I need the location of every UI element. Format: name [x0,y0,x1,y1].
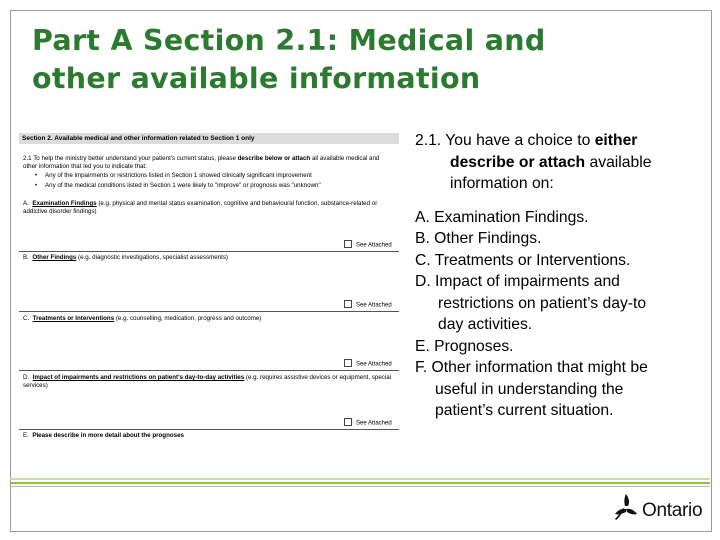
form-item-desc: (e.g. physical and mental status examination, cognitive and behavioural function, substance-related or addictive disorder findings) [23,200,378,215]
form-item-title: Other Findings [32,254,77,261]
form-item-e [23,432,395,440]
footer-rule-gray [10,486,710,487]
option-d-line-1: D. Impact of impairments and [415,273,620,290]
form-item-desc: (e.g. counselling, medication, progress and outcome) [114,315,262,322]
form-item-title: Impact of impairments and restrictions on patient's day-to-day activities [32,374,245,381]
checkbox[interactable] [344,240,352,248]
form-item-desc: (e.g. requires assistive devices or equipment, special services) [23,374,392,389]
see-attached-label: See Attached [356,302,392,309]
slide-title [32,22,692,98]
explanation-intro [415,130,705,195]
footer-rule-light [10,478,710,480]
intro-line-2 [415,152,705,174]
form-item-title: Treatments or Interventions [32,315,115,322]
see-attached-label: See Attached [356,361,392,368]
form-item-c [23,315,395,323]
option-f-line-3: patient’s current situation. [435,402,614,419]
see-attached-label: See Attached [356,242,392,249]
form-bullet-2: • Any of the medical conditions listed in Section 1 were likely to "improve" or prognosis was "unknown" [23,182,395,190]
see-attached-b[interactable] [344,301,392,310]
title-line-1: Part A Section 2.1: Medical and [32,24,546,57]
form-item-b [23,254,395,262]
option-f-line-1: F. Other information that might be [415,359,648,376]
checkbox[interactable] [344,418,352,426]
intro-bold: describe or attach [450,153,586,171]
form-item-letter: D. [23,374,30,381]
divider [19,251,399,252]
divider [19,429,399,430]
see-attached-c[interactable] [344,360,392,369]
form-item-letter: C. [23,315,30,322]
form-item-letter: B. [23,254,29,261]
ontario-wordmark: Ontario [642,500,703,521]
intro-line-3: information on: [450,175,554,192]
divider [19,370,399,371]
form-intro [23,155,395,189]
form-item-a [23,200,395,215]
form-bullet-1: • Any of the impairments or restrictions listed in Section 1 showed clinically significant improvement [23,172,395,180]
form-intro-prefix: 2.1 To help the ministry better understand your patient's current status, please [23,155,238,162]
form-item-d [23,374,395,389]
form-section-header: Section 2. Available medical and other information related to Section 1 only [19,133,399,144]
form-item-title: Please describe in more detail about the prognoses [32,432,184,439]
intro-prefix: 2.1. You have a choice to [415,132,595,149]
see-attached-label: See Attached [356,420,392,427]
intro-rest: available [585,153,652,171]
explanation-text [415,130,705,422]
form-item-letter: A. [23,200,29,207]
form-item-title: Examination Findings [32,200,97,207]
title-line-2: other available information [32,62,481,95]
footer-rule-green [10,482,710,484]
option-e: E. Prognoses. [415,337,514,355]
option-d-line-2: restrictions on patient’s day-to [438,294,647,312]
see-attached-d[interactable] [344,419,392,428]
see-attached-a[interactable] [344,241,392,250]
form-bullet-list [23,172,395,189]
divider [19,311,399,312]
form-item-letter: E. [23,432,29,439]
form-intro-text [23,155,395,170]
form-thumbnail [19,133,399,443]
intro-either: either [594,132,638,149]
form-intro-bold: describe below or attach [237,155,311,162]
option-d-line-3: day activities. [438,316,533,333]
option-b: B. Other Findings. [415,230,542,247]
option-a: A. Examination Findings. [415,208,589,226]
option-c: C. Treatments or Interventions. [415,251,631,269]
intro-line-1 [415,130,705,152]
checkbox[interactable] [344,359,352,367]
option-f-line-2: useful in understanding the [435,380,624,398]
checkbox[interactable] [344,300,352,308]
form-item-desc: (e.g. diagnostic investigations, specialist assessments) [76,254,228,261]
form-intro-suffix: all available medical and other information that led you to indicate that: [23,155,380,170]
